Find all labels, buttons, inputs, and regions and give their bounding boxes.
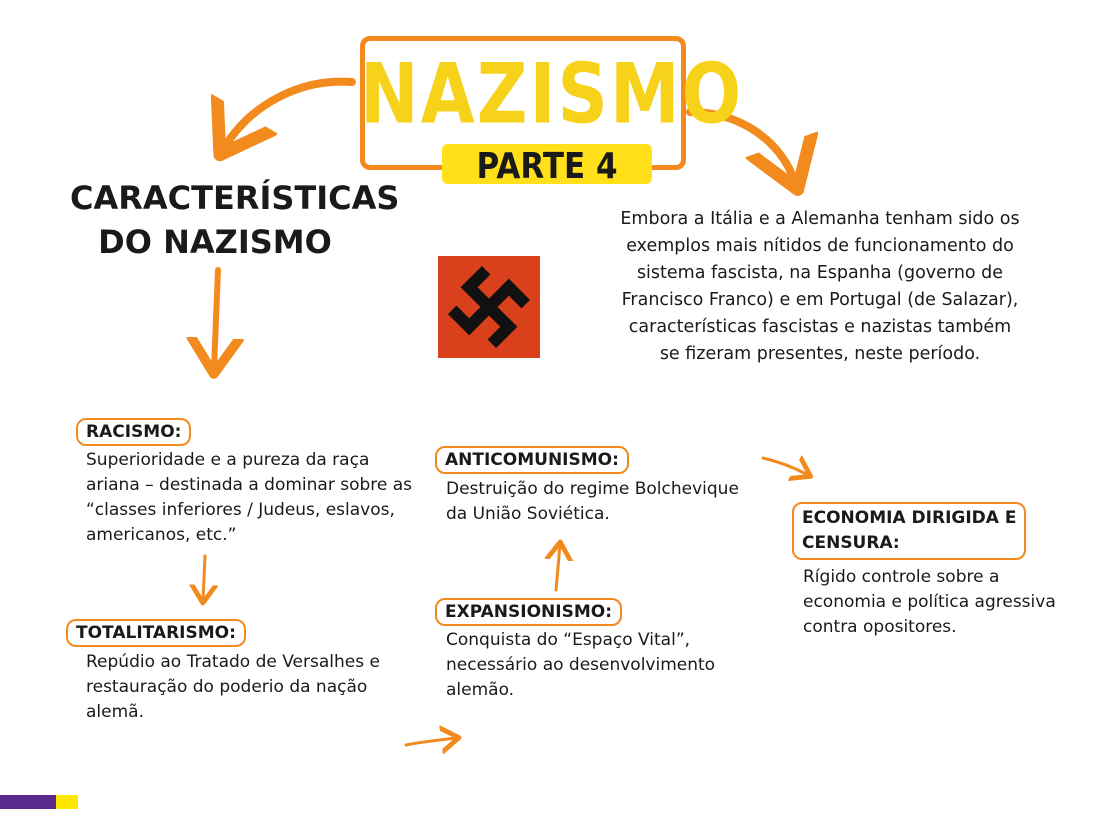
anticomunismo-label: ANTICOMUNISMO: (435, 446, 629, 474)
footer-strip-yellow (56, 795, 78, 809)
totalitarismo-label: TOTALITARISMO: (66, 619, 246, 647)
economia-label-line1: ECONOMIA DIRIGIDA E (802, 508, 1017, 528)
footer-strip-purple (0, 795, 56, 809)
page-subtitle: PARTE 4 (476, 146, 618, 188)
anticomunismo-text: Destruição do regime Bolchevique da União Soviética. (446, 479, 739, 524)
expansionismo-text: Conquista do “Espaço Vital”, necessário ao desenvolvimento alemão. (446, 630, 716, 700)
context-paragraph: Embora a Itália e a Alemanha tenham sido os exemplos mais nítidos de funcionamento do sistema fascista, na Espanha (governo de Francisco Franco) e em Portugal (de Salazar), características fascistas e nazistas também se fizeram presentes, neste período. (620, 209, 1020, 364)
expansionismo-label: EXPANSIONISMO: (435, 598, 622, 626)
racismo-text: Superioridade e a pureza da raça ariana – destinada a dominar sobre as “classes inferiores / Judeus, eslavos, americanos, etc.” (86, 450, 413, 545)
characteristics-heading (70, 176, 400, 264)
economia-label-line2: CENSURA: (802, 533, 900, 553)
arrow-anticomunismo-to-economia (763, 458, 808, 475)
characteristics-heading-line2: DO NAZISMO (98, 223, 332, 261)
arrow-title-to-characteristics (224, 82, 352, 148)
totalitarismo-text: Repúdio ao Tratado de Versalhes e restauração do poderio da nação alemã. (86, 652, 380, 722)
page-title: NAZISMO (360, 46, 744, 143)
arrow-heading-to-racismo (214, 270, 218, 368)
economia-text: Rígido controle sobre a economia e política agressiva contra opositores. (803, 567, 1056, 637)
swastika-flag-icon (438, 256, 540, 358)
arrow-expansionismo-to-anticomunismo (556, 545, 560, 590)
arrow-racismo-to-totalitarismo (203, 556, 205, 600)
characteristics-heading-line1: CARACTERÍSTICAS (70, 179, 400, 217)
economia-label (792, 502, 1026, 560)
arrow-totalitarismo-to-expansionismo (406, 738, 456, 745)
racismo-label: RACISMO: (76, 418, 191, 446)
